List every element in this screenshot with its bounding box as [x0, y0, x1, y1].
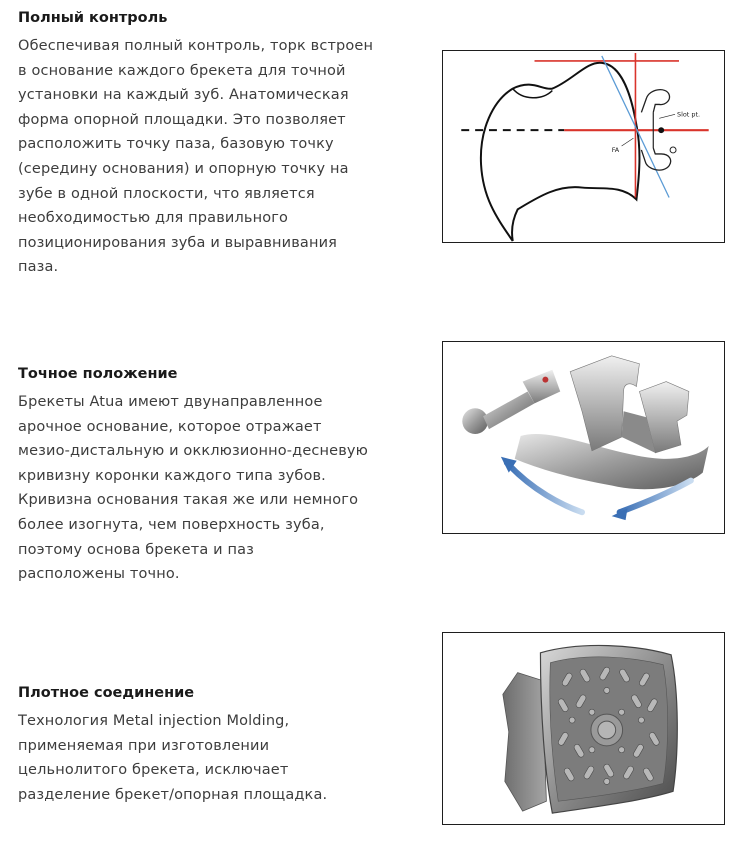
label-slot-pt: Slot pt. — [677, 110, 701, 119]
text-line: паза. — [18, 259, 59, 276]
section-heading: Точное положение — [18, 366, 178, 382]
text-line: зубе в одной плоскости, что является — [18, 185, 315, 202]
text-line: более изогнута, чем поверхность зуба, — [18, 516, 325, 533]
bracket-curvature-image — [442, 341, 725, 534]
section-heading: Плотное соединение — [18, 685, 195, 701]
bracket-base-svg — [443, 633, 724, 824]
section-text — [18, 8, 418, 280]
section-body — [18, 709, 418, 807]
text-line: Брекеты Atua имеют двунаправленное — [18, 394, 323, 410]
text-line: применяемая при изготовлении — [18, 737, 270, 754]
text-line: цельнолитого брекета, исключает — [18, 762, 289, 779]
tooth-torque-diagram — [442, 50, 725, 243]
text-line: необходимостью для правильного — [18, 210, 289, 227]
text-line: Технология Metal injection Molding, — [18, 713, 290, 729]
color-dot — [542, 377, 548, 383]
text-line: расположены точно. — [18, 566, 180, 583]
text-line: поэтому основа брекета и паз — [18, 541, 254, 558]
text-line: разделение брекет/опорная площадка. — [18, 786, 328, 803]
section-body — [18, 34, 418, 280]
text-line: кривизну коронки каждого типа зубов. — [18, 467, 326, 484]
section-text — [18, 683, 418, 807]
text-line: Обеспечивая полный контроль, торк встроен — [18, 38, 374, 54]
text-line: мезио-дистальную и окклюзионно-десневую — [18, 443, 369, 460]
bracket-side-wings — [503, 673, 547, 812]
section-heading: Полный контроль — [18, 10, 168, 26]
text-line: (середину основания) и опорную точку на — [18, 160, 349, 177]
text-line: Кривизна основания такая же или немного — [18, 492, 359, 509]
text-line: в основание каждого брекета для точной — [18, 62, 346, 79]
bracket-svg — [443, 342, 724, 533]
text-line: форма опорной площадки. Это позволяет — [18, 111, 346, 128]
text-line: расположить точку паза, базовую точку — [18, 136, 334, 153]
slot-point — [658, 127, 664, 133]
section-text — [18, 364, 418, 587]
section-body — [18, 390, 418, 587]
diagram-svg — [443, 51, 724, 242]
text-line: арочное основание, которое отражает — [18, 418, 322, 435]
bracket-base-image — [442, 632, 725, 825]
text-line: позиционирования зуба и выравнивания — [18, 234, 338, 251]
ball-hook — [462, 408, 488, 434]
text-line: установки на каждый зуб. Анатомическая — [18, 87, 349, 104]
label-fa: FA — [611, 145, 620, 154]
